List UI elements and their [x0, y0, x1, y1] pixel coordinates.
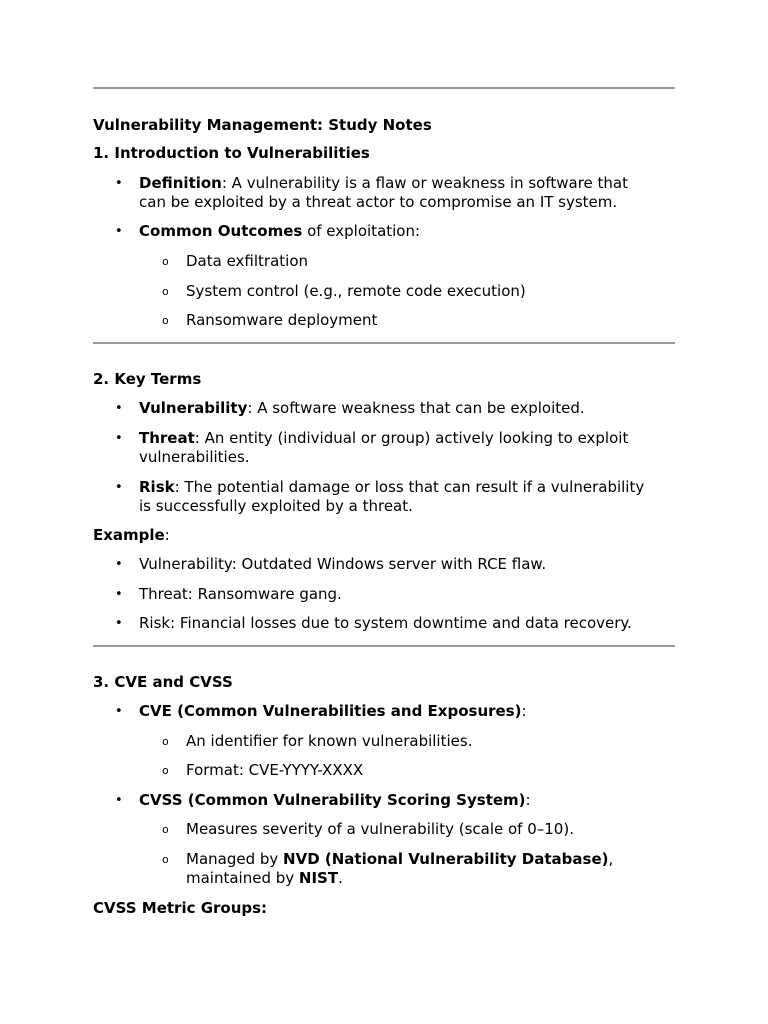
sub-bullet-icon: o [162, 255, 169, 268]
cvss-metric-groups-heading: CVSS Metric Groups: [93, 899, 268, 917]
bullet-icon: • [115, 224, 123, 239]
document-title: Vulnerability Management: Study Notes [93, 116, 432, 134]
horizontal-rule [93, 87, 675, 89]
bullet-icon: • [115, 401, 123, 416]
sub-bullet-icon: o [162, 764, 169, 777]
sub-bullet-icon: o [162, 314, 169, 327]
bullet-icon: • [115, 704, 123, 719]
threat-line-2: vulnerabilities. [139, 448, 250, 466]
section-heading-3: 3. CVE and CVSS [93, 673, 233, 691]
example-label: Example: [93, 526, 170, 544]
risk-line-2: is successfully exploited by a threat. [139, 497, 413, 515]
cve-item: CVE (Common Vulnerabilities and Exposures): [139, 702, 527, 720]
cvss-item: CVSS (Common Vulnerability Scoring System): [139, 791, 531, 809]
list-item: Measures severity of a vulnerability (scale of 0–10). [186, 820, 574, 838]
definition-line-1: Definition: A vulnerability is a flaw or weakness in software that [139, 174, 629, 192]
bullet-icon: • [115, 431, 123, 446]
list-item: Ransomware deployment [186, 311, 378, 329]
managed-by-line-1: Managed by NVD (National Vulnerability Database), [186, 850, 614, 868]
list-item: Risk: Financial losses due to system downtime and data recovery. [139, 614, 632, 632]
list-item: Format: CVE-YYYY-XXXX [186, 761, 364, 779]
bullet-icon: • [115, 793, 123, 808]
sub-bullet-icon: o [162, 735, 169, 748]
bullet-icon: • [115, 176, 123, 191]
list-item: System control (e.g., remote code execution) [186, 282, 526, 300]
definition-line-2: can be exploited by a threat actor to compromise an IT system. [139, 193, 618, 211]
bullet-icon: • [115, 616, 123, 631]
vulnerability-term-item: Vulnerability: A software weakness that can be exploited. [139, 399, 585, 417]
list-item: Threat: Ransomware gang. [139, 585, 342, 603]
bullet-icon: • [115, 480, 123, 495]
horizontal-rule [93, 342, 675, 344]
managed-by-line-2: maintained by NIST. [186, 869, 343, 887]
threat-line-1: Threat: An entity (individual or group) actively looking to exploit [139, 429, 629, 447]
horizontal-rule [93, 645, 675, 647]
sub-bullet-icon: o [162, 823, 169, 836]
bullet-icon: • [115, 587, 123, 602]
common-outcomes-item: Common Outcomes of exploitation: [139, 222, 421, 240]
sub-bullet-icon: o [162, 285, 169, 298]
risk-line-1: Risk: The potential damage or loss that can result if a vulnerability [139, 478, 645, 496]
section-heading-1: 1. Introduction to Vulnerabilities [93, 144, 370, 162]
section-heading-2: 2. Key Terms [93, 370, 202, 388]
list-item: An identifier for known vulnerabilities. [186, 732, 473, 750]
list-item: Vulnerability: Outdated Windows server with RCE flaw. [139, 555, 547, 573]
sub-bullet-icon: o [162, 853, 169, 866]
bullet-icon: • [115, 557, 123, 572]
list-item: Data exfiltration [186, 252, 309, 270]
